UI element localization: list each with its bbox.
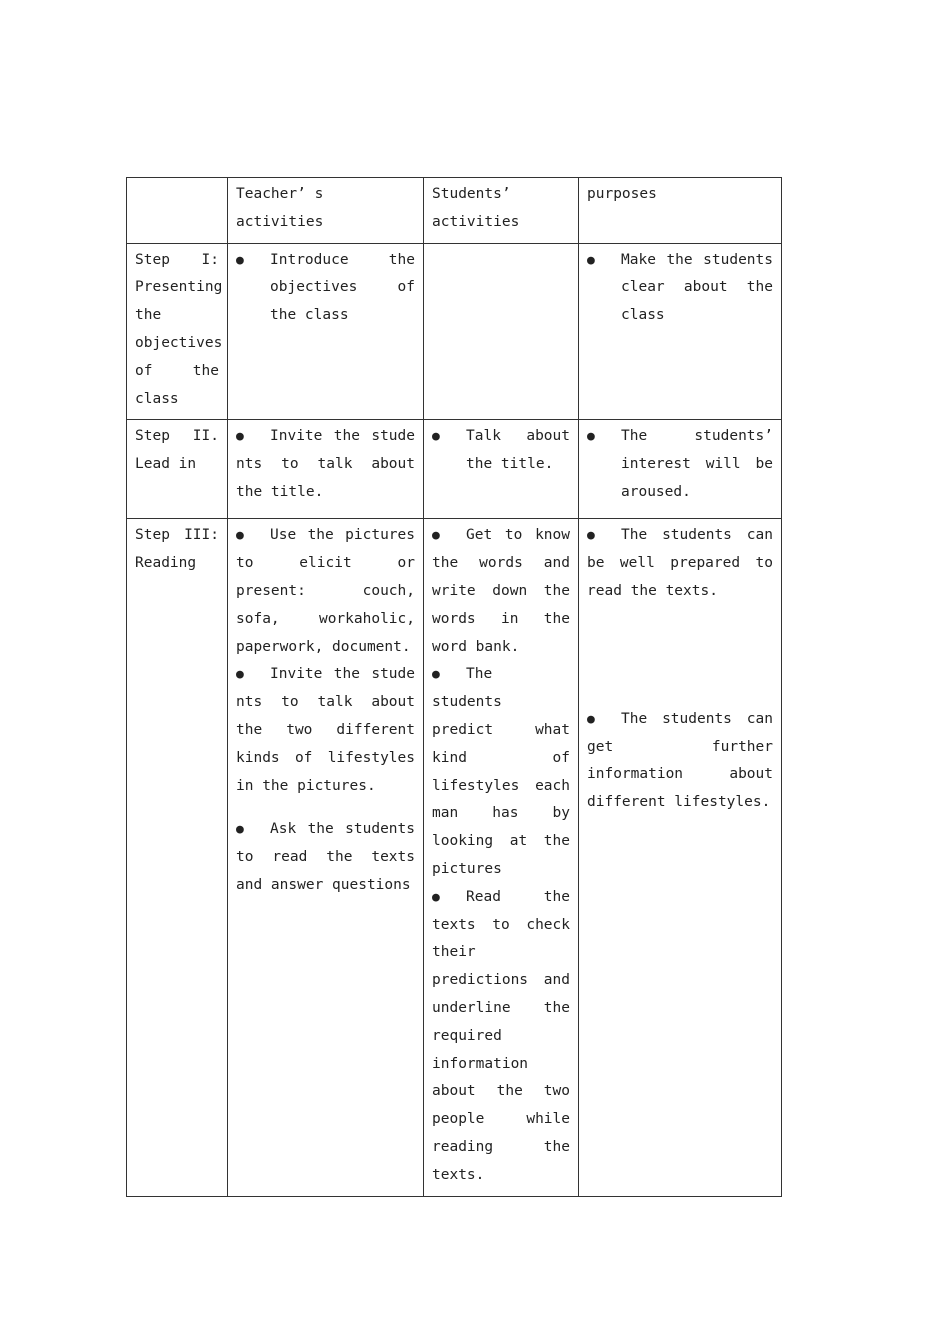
bullet-icon: ●: [432, 429, 440, 445]
list-item: [432, 661, 570, 883]
students-activity-cell: [424, 420, 579, 519]
header-step-cell: [127, 178, 228, 244]
list-item: [432, 423, 570, 479]
list-item: [236, 661, 415, 800]
list-item: [587, 247, 773, 330]
bullet-icon: ●: [432, 528, 440, 544]
table-row: [127, 519, 782, 1196]
bullet-icon: ●: [236, 667, 244, 683]
bullet-icon: ●: [432, 667, 440, 683]
step-label: Step I: Presenting the objectives of the class: [127, 243, 228, 420]
list-item: [587, 706, 773, 817]
table-row: [127, 243, 782, 420]
students-activity: Get to know the words and write down the words in the word bank.: [432, 527, 570, 655]
list-item: [587, 423, 773, 506]
bullet-icon: ●: [587, 528, 595, 544]
bullet-icon: ●: [236, 822, 244, 838]
purpose: The students’ interest will be aroused.: [621, 428, 773, 500]
teacher-activity: Ask the students to read the texts and answer questions: [236, 821, 415, 893]
purpose: The students can be well prepared to read the texts.: [587, 527, 773, 599]
table-row: [127, 420, 782, 519]
purpose-cell: [579, 519, 782, 1196]
bullet-icon: ●: [587, 429, 595, 445]
bullet-icon: ●: [587, 252, 595, 268]
teacher-activity-cell: [228, 243, 424, 420]
bullet-icon: ●: [236, 252, 244, 268]
students-activity-cell: [424, 243, 579, 420]
header-students: Students’ activities: [424, 178, 579, 244]
header-purposes: purposes: [579, 178, 782, 244]
teacher-activity-cell: [228, 420, 424, 519]
students-activity: The students predict what kind of lifestyles each man has by looking at the pictures: [432, 666, 570, 877]
purpose: Make the students clear about the class: [621, 251, 773, 324]
bullet-icon: ●: [432, 889, 440, 905]
lesson-plan-table: [126, 177, 782, 1197]
header-row: [127, 178, 782, 244]
step-label: Step II. Lead in: [127, 420, 228, 519]
bullet-icon: ●: [236, 429, 244, 445]
purpose-cell: [579, 420, 782, 519]
step-label: Step III: Reading: [127, 519, 228, 1196]
teacher-activity: Use the pictures to elicit or present: couch, sofa, workaholic, paperwork, document.: [236, 527, 415, 655]
list-item: [432, 884, 570, 1190]
teacher-activity: Invite the stude nts to talk about the title.: [236, 428, 415, 500]
students-activity: Read the texts to check their predictions and underline the required information about the two people while reading the texts.: [432, 888, 570, 1183]
list-item: [587, 522, 773, 605]
list-item: [432, 522, 570, 661]
students-activity: Talk about the title.: [466, 428, 570, 473]
purpose: The students can get further information about different lifestyles.: [587, 710, 773, 811]
purpose-cell: [579, 243, 782, 420]
teacher-activity-cell: [228, 519, 424, 1196]
teacher-activity: Invite the stude nts to talk about the two different kinds of lifestyles in the pictures.: [236, 666, 415, 794]
header-teacher: Teacher’ s activities: [228, 178, 424, 244]
list-item: [236, 247, 415, 330]
list-item: [236, 816, 415, 899]
students-activity-cell: [424, 519, 579, 1196]
list-item: [236, 423, 415, 506]
bullet-icon: ●: [236, 528, 244, 544]
list-item: [236, 522, 415, 661]
teacher-activity: Introduce the objectives of the class: [270, 251, 415, 324]
bullet-icon: ●: [587, 711, 595, 727]
